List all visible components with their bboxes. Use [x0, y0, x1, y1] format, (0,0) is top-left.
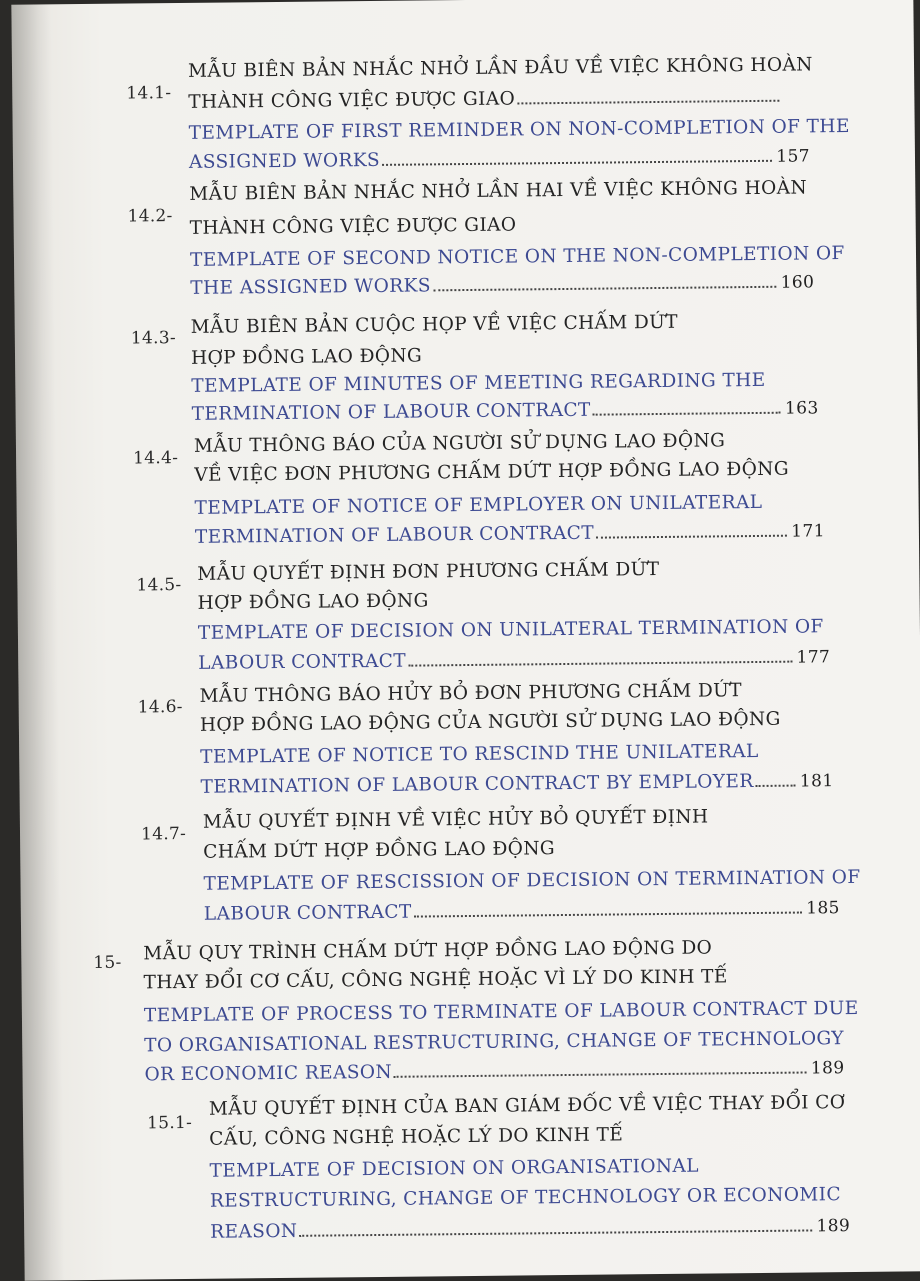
entry-title-en-leader: TERMINATION OF LABOUR CONTRACT 171 — [194, 521, 826, 548]
entry-title-vi: MẪU QUYẾT ĐỊNH ĐƠN PHƯƠNG CHẤM DỨT — [197, 559, 660, 585]
entry-title-en: TEMPLATE OF RESCISSION OF DECISION ON TERMINATION OF — [203, 866, 861, 895]
entry-title-en: RESTRUCTURING, CHANGE OF TECHNOLOGY OR ECONOMIC — [209, 1184, 842, 1212]
page-number: 163 — [784, 398, 819, 419]
entry-title-en: TEMPLATE OF NOTICE TO RESCIND THE UNILATERAL — [200, 740, 759, 768]
entry-title-vi: MẪU BIÊN BẢN NHẮC NHỞ LẦN ĐẦU VỀ VIỆC KHÔNG HOÀN — [187, 54, 813, 82]
toc-entry-14-3[interactable] — [15, 311, 917, 425]
leader-dots — [394, 1071, 807, 1077]
entry-title-en: TEMPLATE OF MINUTES OF MEETING REGARDING THE — [191, 369, 766, 397]
entry-title-vi: MẪU BIÊN BẢN NHẮC NHỞ LẦN HAI VỀ VIỆC KHÔNG HOÀN — [189, 177, 808, 205]
leader-dots — [593, 412, 781, 416]
toc-entry-15-1[interactable] — [23, 1092, 920, 1243]
entry-title-en: TEMPLATE OF DECISION ON UNILATERAL TERMINATION OF — [197, 616, 824, 644]
entry-title-en-leader: TERMINATION OF LABOUR CONTRACT 163 — [191, 398, 819, 425]
entry-number: 14.3- — [130, 328, 177, 349]
entry-title-en: TEMPLATE OF DECISION ON ORGANISATIONAL — [209, 1155, 699, 1182]
page-number: 189 — [810, 1058, 845, 1079]
entry-title-en: TEMPLATE OF PROCESS TO TERMINATE OF LABOUR CONTRACT DUE — [143, 997, 859, 1027]
entry-title-vi: MẪU QUYẾT ĐỊNH VỀ VIỆC HỦY BỎ QUYẾT ĐỊNH — [202, 806, 709, 833]
entry-title-vi: HỢP ĐỒNG LAO ĐỘNG — [197, 590, 429, 614]
entry-number: 14.1- — [126, 83, 172, 104]
entry-title-en-leader: ASSIGNED WORKS 157 — [188, 146, 811, 173]
toc-entry-14-4[interactable] — [16, 430, 918, 548]
entry-number: 14.5- — [136, 575, 182, 596]
entry-title-vi: MẪU THÔNG BÁO HỦY BỎ ĐƠN PHƯƠNG CHẤM DỨT — [199, 680, 742, 707]
leader-dots — [517, 100, 779, 105]
entry-title-en: TO ORGANISATIONAL RESTRUCTURING, CHANGE OF TECHNOLOGY — [144, 1028, 845, 1057]
entry-number: 15- — [93, 952, 122, 973]
entry-title-vi: THAY ĐỔI CƠ CẤU, CÔNG NGHỆ HOẶC VÌ LÝ DO KINH TẾ — [143, 966, 728, 994]
entry-number: 14.2- — [127, 206, 173, 227]
toc-entry-14-5[interactable] — [17, 559, 919, 674]
book-page — [11, 0, 920, 1281]
entry-title-vi: CHẤM DỨT HỢP ĐỒNG LAO ĐỘNG — [203, 838, 556, 863]
spine-shadow — [11, 4, 64, 1280]
leader-dots — [382, 160, 772, 166]
toc-entry-14-2[interactable] — [13, 177, 915, 299]
entry-title-en-leader: LABOUR CONTRACT 185 — [203, 898, 840, 925]
entry-title-vi: MẪU QUY TRÌNH CHẤM DỨT HỢP ĐỒNG LAO ĐỘNG DO — [143, 937, 713, 965]
entry-title-vi-leader: THÀNH CÔNG VIỆC ĐƯỢC GIAO — [188, 86, 783, 113]
page-number: 185 — [806, 898, 840, 919]
page-number: 189 — [816, 1216, 851, 1237]
leader-dots — [433, 286, 777, 292]
page-number: 181 — [799, 771, 834, 792]
entry-title-en-leader: LABOUR CONTRACT 177 — [198, 647, 831, 674]
entry-title-vi: MẪU BIÊN BẢN CUỘC HỌP VỀ VIỆC CHẤM DỨT — [190, 311, 679, 338]
toc-entry-14-6[interactable] — [19, 680, 920, 798]
table-of-contents — [11, 0, 913, 1243]
toc-entry-14-1[interactable] — [12, 54, 914, 173]
entry-number: 14.6- — [137, 697, 183, 718]
toc-entry-15[interactable] — [21, 937, 920, 1086]
page-number: 177 — [796, 647, 831, 668]
page-number: 160 — [780, 272, 815, 293]
entry-title-vi: CẤU, CÔNG NGHỆ HOẶC LÝ DO KINH TẾ — [209, 1124, 624, 1150]
toc-entry-14-7[interactable] — [20, 806, 920, 925]
entry-title-vi: HỢP ĐỒNG LAO ĐỘNG CỦA NGƯỜI SỬ DỤNG LAO ĐỘNG — [199, 708, 781, 736]
entry-number: 14.7- — [140, 823, 187, 845]
leader-dots — [299, 1229, 812, 1236]
leader-dots — [414, 912, 803, 918]
entry-title-en: TEMPLATE OF FIRST REMINDER ON NON-COMPLETION OF THE — [188, 115, 850, 144]
entry-number: 15.1- — [146, 1112, 193, 1134]
entry-title-vi: THÀNH CÔNG VIỆC ĐƯỢC GIAO — [189, 214, 517, 239]
page-number: 171 — [791, 521, 826, 542]
page-number: 157 — [776, 146, 811, 167]
entry-title-vi: MẪU QUYẾT ĐỊNH CỦA BAN GIÁM ĐỐC VỀ VIỆC THAY ĐỔI CƠ — [208, 1092, 846, 1120]
leader-dots — [596, 535, 787, 539]
entry-title-en: TEMPLATE OF NOTICE OF EMPLOYER ON UNILATERAL — [194, 491, 763, 519]
entry-title-en-leader: THE ASSIGNED WORKS 160 — [190, 272, 815, 299]
entry-title-vi: VỀ VIỆC ĐƠN PHƯƠNG CHẤM DỨT HỢP ĐỒNG LAO ĐỘNG — [194, 458, 790, 486]
entry-title-en-leader: REASON 189 — [210, 1216, 851, 1243]
entry-title-vi: MẪU THÔNG BÁO CỦA NGƯỜI SỬ DỤNG LAO ĐỘNG — [193, 430, 726, 457]
entry-title-en-leader: TERMINATION OF LABOUR CONTRACT BY EMPLOYER 181 — [200, 771, 834, 798]
entry-title-en: TEMPLATE OF SECOND NOTICE ON THE NON-COMPLETION OF — [189, 243, 845, 271]
leader-dots — [756, 785, 796, 787]
entry-title-vi: HỢP ĐỒNG LAO ĐỘNG — [190, 345, 423, 369]
entry-number: 14.4- — [132, 448, 179, 469]
leader-dots — [408, 661, 793, 667]
entry-title-en-leader: OR ECONOMIC REASON 189 — [144, 1058, 845, 1086]
